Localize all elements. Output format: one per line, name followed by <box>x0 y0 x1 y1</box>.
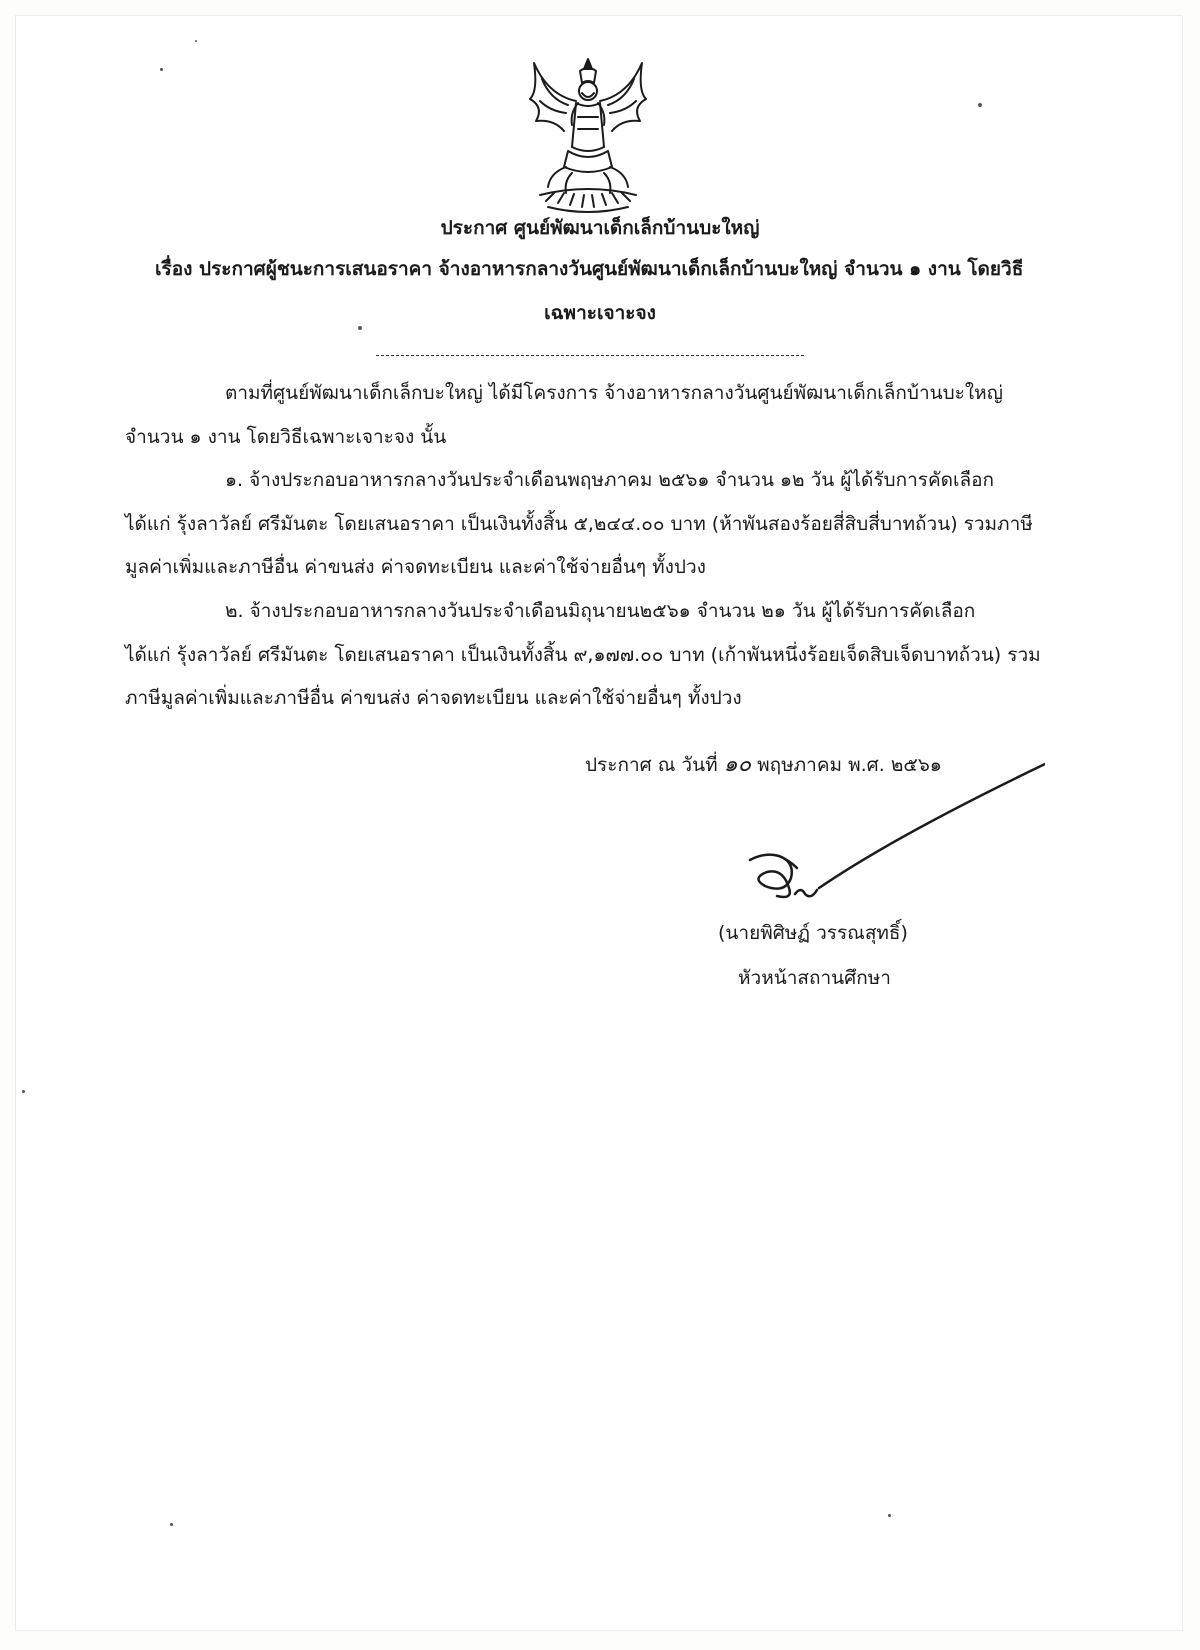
item-1-line-1: ๑. จ้างประกอบอาหารกลางวันประจำเดือนพฤษภาคม ๒๕๖๑ จำนวน ๑๒ วัน ผู้ได้รับการคัดเลือก <box>225 469 995 491</box>
scan-speck <box>22 1090 25 1093</box>
handwritten-signature <box>745 760 1045 910</box>
subject-line-2: เฉพาะเจาะจง <box>544 302 656 324</box>
item-1-line-3: มูลค่าเพิ่มและภาษีอื่น ค่าขนส่ง ค่าจดทะเบียน และค่าใช้จ่ายอื่นๆ ทั้งปวง <box>125 556 706 578</box>
signer-position: หัวหน้าสถานศึกษา <box>738 967 891 989</box>
scan-speck <box>978 103 982 107</box>
intro-paragraph-line-2: จำนวน ๑ งาน โดยวิธีเฉพาะเจาะจง นั้น <box>125 426 447 448</box>
announcement-month-year: พฤษภาคม พ.ศ. ๒๕๖๑ <box>757 754 942 776</box>
signer-name: (นายพิศิษฏ์ วรรณสุทธิ์) <box>718 922 908 944</box>
announcement-day-handwritten: ๑๐ <box>723 752 752 777</box>
item-2-line-1: ๒. จ้างประกอบอาหารกลางวันประจำเดือนมิถุนายน๒๕๖๑ จำนวน ๒๑ วัน ผู้ได้รับการคัดเลือก <box>225 600 976 622</box>
scan-speck <box>888 1514 891 1517</box>
scan-speck <box>195 40 197 42</box>
announcement-date-prefix: ประกาศ ณ วันที่ <box>585 754 718 776</box>
divider-line <box>376 355 804 356</box>
scan-speck <box>170 1523 173 1526</box>
item-2-line-3: ภาษีมูลค่าเพิ่มและภาษีอื่น ค่าขนส่ง ค่าจดทะเบียน และค่าใช้จ่ายอื่นๆ ทั้งปวง <box>125 687 742 709</box>
garuda-emblem-icon <box>520 55 656 215</box>
announcement-title: ประกาศ ศูนย์พัฒนาเด็กเล็กบ้านบะใหญ่ <box>440 217 760 239</box>
scan-speck <box>358 326 362 330</box>
intro-paragraph-line-1: ตามที่ศูนย์พัฒนาเด็กเล็กบะใหญ่ ได้มีโครงการ จ้างอาหารกลางวันศูนย์พัฒนาเด็กเล็กบ้านบะใหญ่ <box>225 382 1003 404</box>
scan-speck <box>160 68 163 71</box>
item-2-line-2: ได้แก่ รุ้งลาวัลย์ ศรีมันตะ โดยเสนอราคา เป็นเงินทั้งสิ้น ๙,๑๗๗.๐๐ บาท (เก้าพันหนึ่งร้อยเจ็ดสิบเจ็ดบาทถ้วน) รวม <box>125 644 1041 666</box>
item-1-line-2: ได้แก่ รุ้งลาวัลย์ ศรีมันตะ โดยเสนอราคา เป็นเงินทั้งสิ้น ๕,๒๔๔.๐๐ บาท (ห้าพันสองร้อยสี่สิบสี่บาทถ้วน) รวมภาษี <box>125 513 1033 535</box>
subject-line-1: เรื่อง ประกาศผู้ชนะการเสนอราคา จ้างอาหารกลางวันศูนย์พัฒนาเด็กเล็กบ้านบะใหญ่ จำนวน ๑ งาน โดยวิธี <box>155 258 1024 280</box>
